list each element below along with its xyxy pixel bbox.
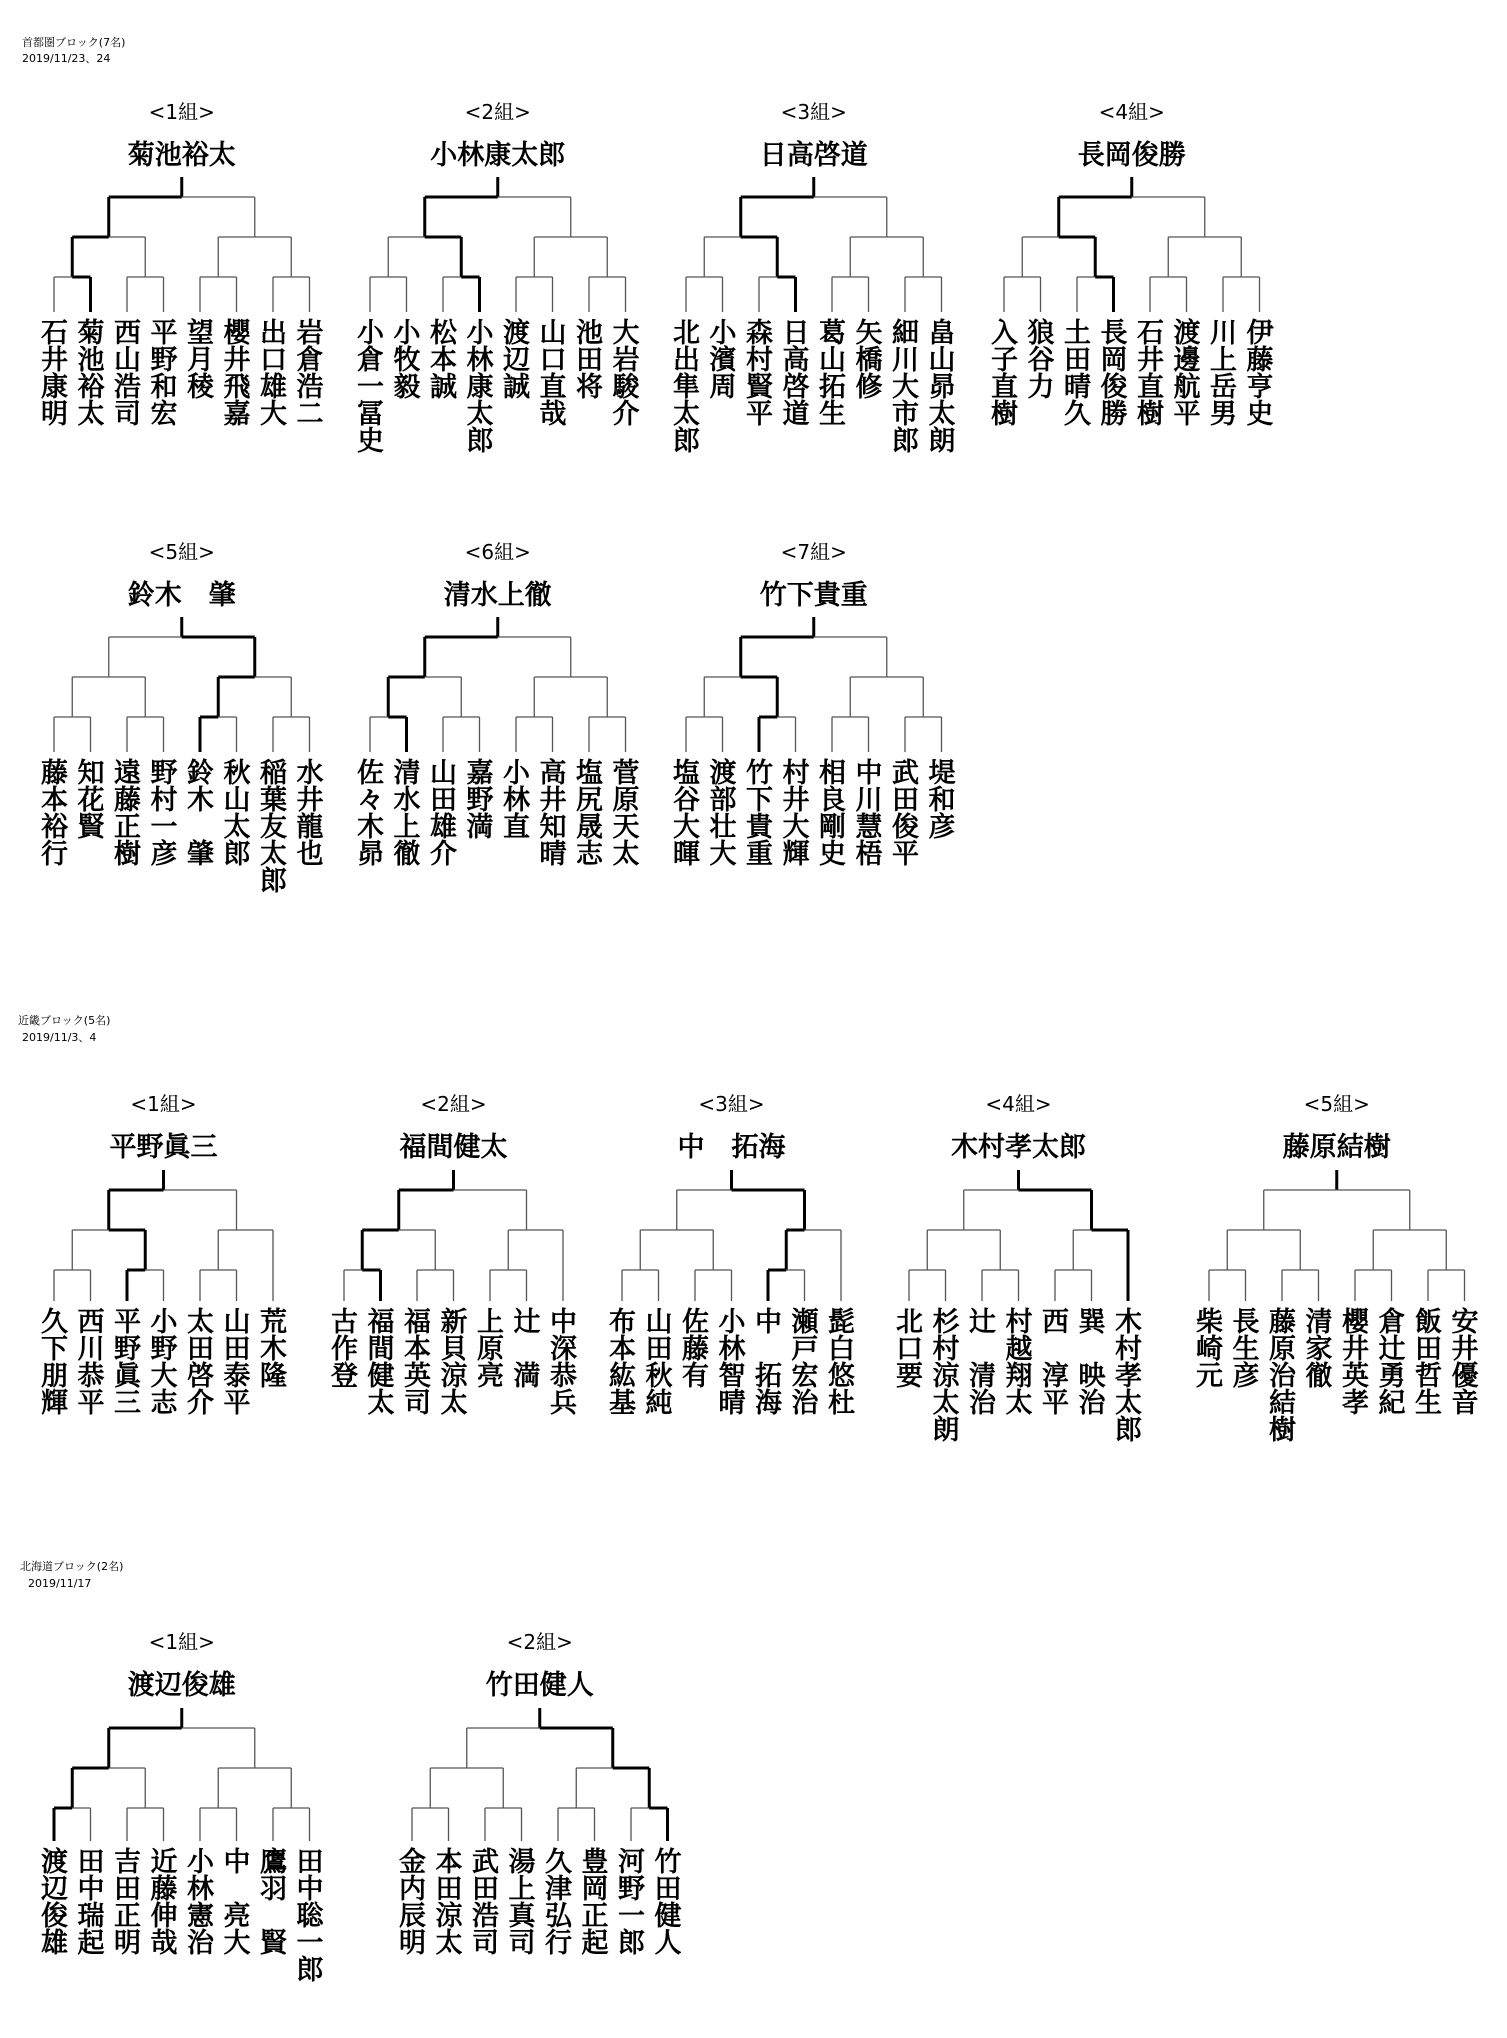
player-name: 湯上真司 xyxy=(503,1847,535,1955)
player-name: 清水上徹 xyxy=(388,758,420,866)
player-name: 松本誠 xyxy=(425,318,456,399)
player-name: 飯田哲生 xyxy=(1410,1307,1441,1415)
group-winner: 菊池裕太 xyxy=(127,140,236,171)
player-name: 荒木隆 xyxy=(255,1307,286,1388)
group-label: <2組> xyxy=(506,1630,573,1654)
player-name: 大岩駿介 xyxy=(607,318,639,426)
player-name: 小野大志 xyxy=(145,1307,177,1415)
player-name: 豊岡正起 xyxy=(576,1847,608,1955)
player-name: 高井知晴 xyxy=(534,758,566,866)
group-label: <3組> xyxy=(698,1092,765,1116)
block-title: 首都圏ブロック(7名) xyxy=(22,36,126,49)
group-winner: 長岡俊勝 xyxy=(1077,140,1186,171)
group-winner: 渡辺俊雄 xyxy=(127,1670,236,1701)
player-name: 杉村涼太朗 xyxy=(927,1307,959,1442)
group-winner: 平野眞三 xyxy=(109,1132,218,1163)
player-name: 渡辺俊雄 xyxy=(36,1847,67,1955)
player-name: 上原亮 xyxy=(472,1307,503,1388)
player-name: 北出隼太郎 xyxy=(668,318,699,453)
group-winner: 清水上徹 xyxy=(443,580,552,611)
group-label: <7組> xyxy=(780,540,847,564)
player-name: 中川慧梧 xyxy=(850,758,882,866)
player-name: 竹下貴重 xyxy=(741,758,772,866)
block-title: 近畿ブロック(5名) xyxy=(18,1014,111,1027)
player-name: 武田俊平 xyxy=(887,758,918,866)
player-name: 菅原天太 xyxy=(607,758,639,866)
player-name: 森村賢平 xyxy=(741,318,772,426)
player-name: 稲葉友太郎 xyxy=(255,758,286,893)
player-name: 塩谷大暉 xyxy=(668,758,699,866)
player-name: 西川恭平 xyxy=(72,1307,104,1415)
player-name: 小林康太郎 xyxy=(461,318,493,453)
player-name: 村越翔太 xyxy=(1000,1307,1032,1415)
player-name: 辻 満 xyxy=(508,1307,540,1388)
player-name: 倉辻勇紀 xyxy=(1373,1307,1405,1415)
player-name: 西 淳平 xyxy=(1037,1307,1068,1415)
player-name: 相良剛史 xyxy=(814,758,845,866)
player-name: 矢橋修 xyxy=(850,318,882,399)
player-name: 石井康明 xyxy=(36,318,67,426)
player-name: 遠藤正樹 xyxy=(109,758,140,866)
group-winner: 中 拓海 xyxy=(677,1132,786,1163)
player-name: 山田秋純 xyxy=(640,1307,672,1415)
group-winner: 鈴木 肇 xyxy=(127,580,236,611)
player-name: 藤原治結樹 xyxy=(1264,1307,1295,1442)
player-name: 木村孝太郎 xyxy=(1110,1307,1141,1442)
player-name: 水井龍也 xyxy=(291,758,323,866)
player-name: 平野和宏 xyxy=(145,318,177,426)
player-name: 本田涼太 xyxy=(430,1847,462,1955)
player-name: 土田晴久 xyxy=(1059,318,1090,426)
player-name: 福間健太 xyxy=(362,1307,394,1415)
player-name: 塩尻晟志 xyxy=(571,758,602,866)
player-name: 入子直樹 xyxy=(986,318,1017,426)
player-name: 山口直哉 xyxy=(534,318,566,426)
group-label: <5組> xyxy=(1303,1092,1370,1116)
player-name: 鷹羽 賢 xyxy=(255,1847,286,1955)
group-label: <5組> xyxy=(148,540,215,564)
player-name: 中深恭兵 xyxy=(545,1307,576,1415)
player-name: 中 拓海 xyxy=(750,1307,781,1415)
player-name: 嘉野満 xyxy=(461,758,493,839)
player-name: 畠山昴太朗 xyxy=(923,318,955,453)
player-name: 小牧毅 xyxy=(388,318,420,399)
player-name: 岩倉浩二 xyxy=(291,318,323,426)
player-name: 小倉一冨史 xyxy=(352,318,383,453)
player-name: 菊池裕太 xyxy=(72,318,104,426)
player-name: 田中瑞起 xyxy=(72,1847,104,1955)
group-winner: 木村孝太郎 xyxy=(951,1132,1086,1163)
player-name: 瀬戸宏治 xyxy=(786,1307,818,1415)
group-winner: 竹下貴重 xyxy=(759,580,868,611)
player-name: 布本紘基 xyxy=(604,1307,635,1415)
player-name: 竹田健人 xyxy=(649,1847,681,1955)
player-name: 葛山拓生 xyxy=(814,318,845,426)
player-name: 伊藤亨史 xyxy=(1241,318,1273,426)
player-name: 細川大市郎 xyxy=(887,318,918,453)
player-name: 中 亮大 xyxy=(218,1847,250,1955)
player-name: 河野一郎 xyxy=(613,1847,644,1955)
player-name: 佐藤有 xyxy=(677,1307,708,1388)
block-title: 北海道ブロック(2名) xyxy=(20,1560,124,1573)
player-name: 久津弘行 xyxy=(540,1847,571,1955)
block-date: 2019/11/17 xyxy=(28,1577,92,1590)
player-name: 狼谷力 xyxy=(1022,318,1054,399)
player-name: 鈴木 肇 xyxy=(182,758,213,866)
player-name: 櫻井飛嘉 xyxy=(218,318,250,426)
player-name: 山田雄介 xyxy=(425,758,456,866)
player-name: 秋山太郎 xyxy=(218,758,250,866)
player-name: 田中聡一郎 xyxy=(291,1847,323,1982)
player-name: 柴崎元 xyxy=(1191,1307,1222,1388)
player-name: 渡邊航平 xyxy=(1168,318,1200,426)
player-name: 武田浩司 xyxy=(467,1847,498,1955)
group-label: <3組> xyxy=(780,100,847,124)
player-name: 長生彦 xyxy=(1227,1307,1259,1388)
group-winner: 日高啓道 xyxy=(759,140,868,171)
player-name: 日高啓道 xyxy=(777,318,809,426)
player-name: 堤和彦 xyxy=(923,758,955,839)
player-name: 巽 映治 xyxy=(1073,1307,1105,1415)
group-winner: 福間健太 xyxy=(399,1132,508,1163)
player-name: 知花賢 xyxy=(72,758,104,839)
player-name: 渡辺誠 xyxy=(498,318,529,399)
player-name: 辻 清治 xyxy=(964,1307,995,1415)
player-name: 安井優音 xyxy=(1446,1307,1478,1415)
player-name: 村井大輝 xyxy=(777,758,809,866)
group-label: <1組> xyxy=(148,100,215,124)
player-name: 川上岳男 xyxy=(1205,318,1236,426)
player-name: 古作登 xyxy=(326,1307,357,1388)
group-label: <4組> xyxy=(985,1092,1052,1116)
player-name: 太田啓介 xyxy=(182,1307,213,1415)
player-name: 吉田正明 xyxy=(109,1847,140,1955)
player-name: 出口雄大 xyxy=(255,318,286,426)
group-label: <4組> xyxy=(1098,100,1165,124)
player-name: 久下朋輝 xyxy=(36,1307,67,1415)
group-winner: 小林康太郎 xyxy=(430,140,566,171)
player-name: 藤本裕行 xyxy=(36,758,67,866)
player-name: 池田将 xyxy=(571,318,602,399)
group-winner: 藤原結樹 xyxy=(1282,1132,1391,1163)
player-name: 渡部壮大 xyxy=(704,758,736,866)
player-name: 山田泰平 xyxy=(218,1307,250,1415)
player-name: 櫻井英孝 xyxy=(1337,1307,1368,1415)
player-name: 金内辰明 xyxy=(394,1847,425,1955)
group-label: <1組> xyxy=(130,1092,197,1116)
group-label: <2組> xyxy=(420,1092,487,1116)
block-date: 2019/11/23、24 xyxy=(22,52,111,65)
player-name: 平野眞三 xyxy=(109,1307,140,1415)
player-name: 小林直 xyxy=(498,758,529,839)
player-name: 長岡俊勝 xyxy=(1095,318,1127,426)
player-name: 近藤伸哉 xyxy=(145,1847,177,1955)
group-label: <6組> xyxy=(464,540,531,564)
player-name: 佐々木昴 xyxy=(352,758,383,866)
player-name: 石井直樹 xyxy=(1132,318,1163,426)
player-name: 小濱周 xyxy=(704,318,736,399)
player-name: 野村一彦 xyxy=(145,758,177,866)
player-name: 福本英司 xyxy=(399,1307,430,1415)
group-winner: 竹田健人 xyxy=(485,1670,594,1701)
player-name: 髭白悠杜 xyxy=(823,1307,854,1415)
group-label: <2組> xyxy=(464,100,531,124)
player-name: 小林憲治 xyxy=(182,1847,213,1955)
player-name: 西山浩司 xyxy=(109,318,140,426)
player-name: 清家徹 xyxy=(1300,1307,1332,1388)
block-date: 2019/11/3、4 xyxy=(22,1031,97,1044)
player-name: 新貝涼太 xyxy=(435,1307,467,1415)
player-name: 小林智晴 xyxy=(713,1307,745,1415)
player-name: 望月稜 xyxy=(182,318,213,399)
player-name: 北口要 xyxy=(891,1307,922,1388)
group-label: <1組> xyxy=(148,1630,215,1654)
